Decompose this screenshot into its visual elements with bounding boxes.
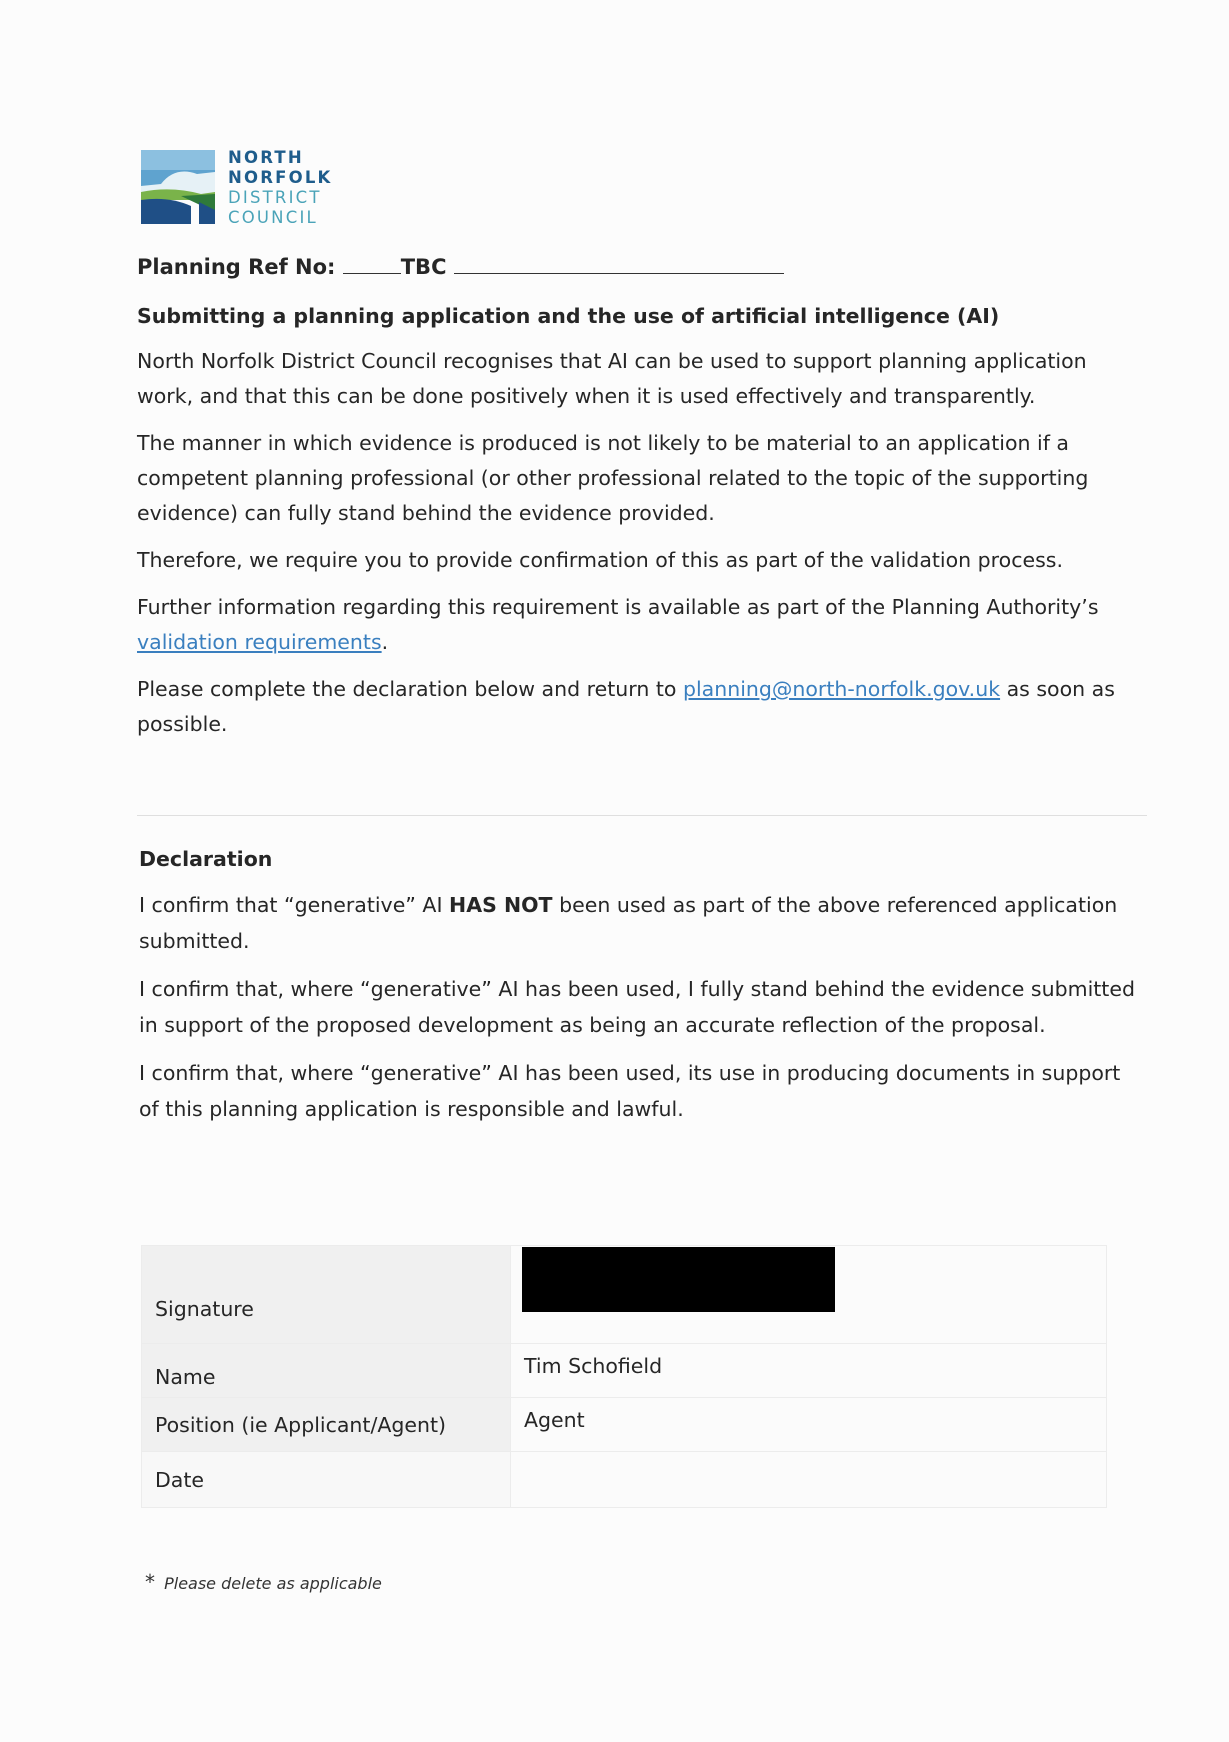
- planning-ref-value: TBC: [400, 255, 447, 279]
- planning-ref-underline-right: [454, 255, 784, 274]
- name-field[interactable]: Tim Schofield: [511, 1344, 1107, 1398]
- signature-label: Signature: [142, 1246, 511, 1344]
- declaration-not-used-pre: I confirm that “generative” AI: [139, 893, 443, 917]
- declaration-not-used: [139, 887, 1139, 959]
- paragraph-return: [137, 672, 1137, 742]
- paragraph-ai-support: North Norfolk District Council recognises that AI can be used to support planning application work, and that this can be done positively when it is used effectively and transparently.: [137, 349, 1087, 408]
- footnote-text: Please delete as applicable: [164, 1574, 382, 1593]
- declaration-lawful: I confirm that, where “generative” AI has been used, its use in producing documents in support of this planning application is responsible and lawful.: [139, 1061, 1121, 1121]
- footnote-asterisk: *: [145, 1570, 155, 1594]
- logo-line-council: COUNCIL: [228, 208, 318, 227]
- logo-line-norfolk: NORFOLK: [228, 168, 333, 187]
- position-field[interactable]: Agent: [511, 1398, 1107, 1452]
- section-divider: [137, 815, 1147, 816]
- planning-ref-label: Planning Ref No:: [137, 255, 336, 279]
- signature-redaction: [522, 1247, 835, 1312]
- council-logo: [141, 148, 351, 228]
- declaration-section: [139, 843, 1139, 1127]
- footnote: [145, 1570, 382, 1594]
- further-info-text: Further information regarding this requirement is available as part of the Planning Authority’s: [137, 595, 1099, 619]
- planning-email-link[interactable]: planning@north-norfolk.gov.uk: [682, 677, 1001, 701]
- declaration-not-used-post: been used as part of the above referenced application submitted.: [139, 893, 1118, 953]
- paragraph-confirmation: Therefore, we require you to provide confirmation of this as part of the validation process.: [137, 548, 1063, 572]
- planning-ref-underline-left: [343, 255, 401, 274]
- paragraph-evidence: The manner in which evidence is produced is not likely to be material to an application if a competent planning professional (or other professional related to the topic of the supporting evidence) can fully stand behind the evidence provided.: [137, 431, 1089, 525]
- position-row: [142, 1398, 1107, 1452]
- return-text-end: as soon as possible.: [137, 677, 1115, 736]
- page-title: Submitting a planning application and the use of artificial intelligence (AI): [137, 304, 1000, 328]
- further-info-period: .: [381, 630, 389, 654]
- name-label: Name: [142, 1344, 511, 1398]
- declaration-heading: Declaration: [139, 847, 273, 871]
- date-row: [142, 1452, 1107, 1508]
- council-logo-text: [228, 148, 333, 228]
- declaration-not-used-bold: HAS NOT: [449, 893, 553, 917]
- declaration-stand-behind: I confirm that, where “generative” AI has been used, I fully stand behind the evidence submitted in support of the proposed development as being an accurate reflection of the proposal.: [139, 977, 1135, 1037]
- logo-line-district: DISTRICT: [228, 188, 322, 207]
- name-row: [142, 1344, 1107, 1398]
- logo-line-north: NORTH: [228, 148, 304, 167]
- date-label: Date: [142, 1452, 511, 1508]
- paragraph-further-info: [137, 590, 1137, 660]
- date-field[interactable]: [511, 1452, 1107, 1508]
- validation-requirements-link[interactable]: validation requirements: [137, 630, 382, 654]
- council-logo-icon: [141, 150, 215, 224]
- intro-section: [137, 250, 1137, 742]
- position-label: Position (ie Applicant/Agent): [142, 1398, 511, 1452]
- planning-ref: [137, 250, 1137, 284]
- return-text: Please complete the declaration below and return to: [137, 677, 677, 701]
